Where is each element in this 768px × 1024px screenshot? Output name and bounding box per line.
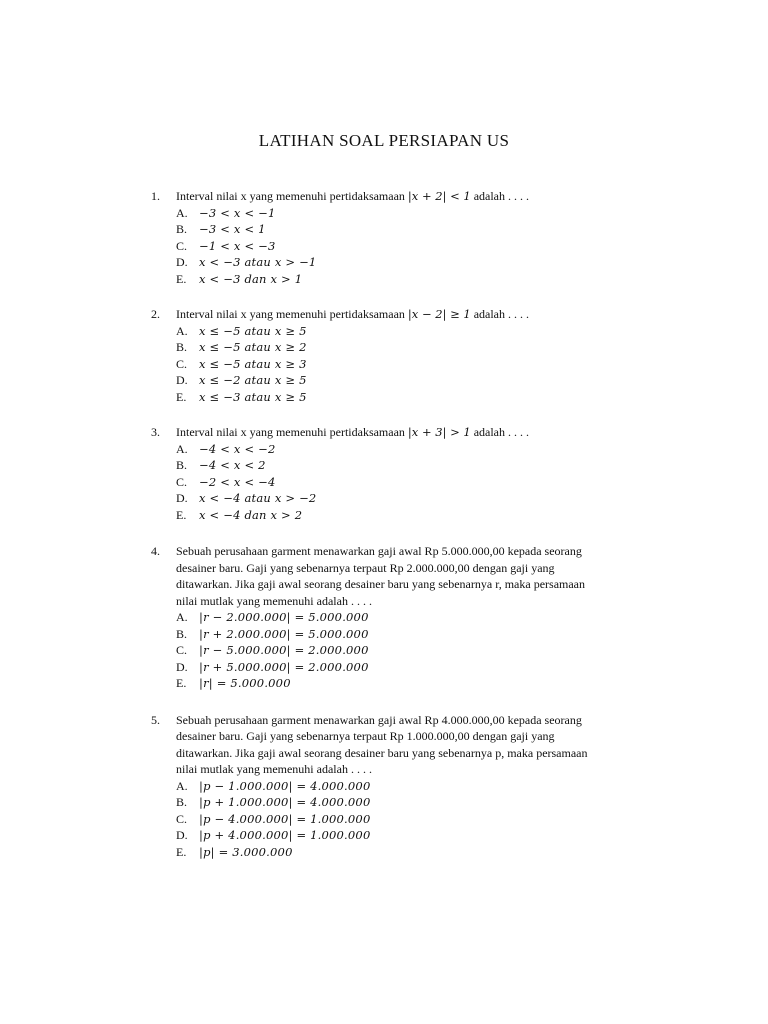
option-letter: C. [176, 474, 188, 489]
option-text: −1 < 𝑥 < −3 [199, 238, 276, 253]
option-text: 𝑥 < −4 𝑑𝑎𝑛 𝑥 > 2 [199, 507, 303, 522]
question-math: |𝑥 − 2| ≥ 1 [407, 307, 471, 321]
option-text: −4 < 𝑥 < 2 [199, 458, 266, 472]
option-e [176, 507, 641, 524]
option-b [176, 221, 641, 238]
question-text-after: adalah . . . . [470, 307, 529, 321]
option-text: −3 < 𝑥 < −1 [199, 205, 276, 220]
question-line: nilai mutlak yang memenuhi adalah . . . . [176, 593, 372, 608]
option-d [176, 827, 641, 844]
question-line: ditawarkan. Jika gaji awal seorang desainer baru yang sebenarnya r, maka persamaan [176, 577, 586, 591]
option-letter: E. [176, 389, 187, 404]
option-letter: B. [176, 795, 188, 809]
option-d [176, 372, 641, 389]
option-letter: D. [176, 255, 188, 269]
option-list [151, 609, 641, 692]
option-letter: C. [176, 811, 188, 826]
option-e [176, 844, 641, 861]
question-line: ditawarkan. Jika gaji awal seorang desainer baru yang sebenarnya p, maka persamaan [176, 745, 588, 760]
option-list [151, 778, 641, 861]
option-text: 𝑥 < −4 𝑎𝑡𝑎𝑢 𝑥 > −2 [199, 491, 317, 505]
option-a [176, 441, 641, 458]
question-line: desainer baru. Gaji yang sebenarnya terpaut Rp 1.000.000,00 dengan gaji yang [176, 729, 555, 743]
option-text: |𝑝 + 1.000.000| = 4.000.000 [199, 795, 371, 809]
option-text: |𝑟 + 2.000.000| = 5.000.000 [199, 626, 369, 641]
question-math: |𝑥 + 3| > 1 [407, 425, 471, 439]
question-text [176, 424, 636, 441]
page-title: LATIHAN SOAL PERSIAPAN US [258, 131, 510, 150]
option-letter: E. [176, 676, 187, 690]
question-line: Sebuah perusahaan garment menawarkan gaji awal Rp 4.000.000,00 kepada seorang [176, 712, 582, 727]
question-line: Sebuah perusahaan garment menawarkan gaji awal Rp 5.000.000,00 kepada seorang [176, 544, 582, 558]
option-text: |𝑝 − 4.000.000| = 1.000.000 [199, 811, 371, 826]
option-a [176, 323, 641, 340]
question-5 [151, 712, 641, 861]
option-text: 𝑥 ≤ −5 𝑎𝑡𝑎𝑢 𝑥 ≥ 5 [199, 323, 307, 338]
question-number: 5. [151, 712, 160, 727]
option-letter: A. [176, 610, 188, 624]
question-2 [151, 306, 641, 405]
option-letter: E. [176, 844, 187, 859]
option-c [176, 356, 641, 373]
option-letter: A. [176, 205, 188, 220]
question-number: 4. [151, 544, 160, 558]
question-text [176, 543, 636, 609]
option-letter: D. [176, 373, 188, 387]
option-letter: C. [176, 643, 188, 657]
question-4 [151, 543, 641, 692]
option-b [176, 794, 641, 811]
option-letter: A. [176, 778, 188, 793]
question-text [176, 306, 636, 323]
option-letter: D. [176, 659, 188, 674]
option-text: |𝑟 − 2.000.000| = 5.000.000 [199, 610, 369, 624]
option-text: |𝑝| = 3.000.000 [199, 844, 293, 859]
option-e [176, 675, 641, 692]
option-b [176, 457, 641, 474]
question-number: 1. [151, 189, 160, 203]
question-line: nilai mutlak yang memenuhi adalah . . . . [176, 762, 372, 776]
option-text: |𝑝 − 1.000.000| = 4.000.000 [199, 778, 371, 793]
option-list [151, 205, 641, 288]
option-text: |𝑟 + 5.000.000| = 2.000.000 [199, 659, 369, 674]
option-text: |𝑟 − 5.000.000| = 2.000.000 [199, 643, 369, 657]
option-letter: C. [176, 238, 188, 253]
option-a [176, 778, 641, 795]
option-list [151, 323, 641, 406]
option-b [176, 626, 641, 643]
option-text: −4 < 𝑥 < −2 [199, 441, 276, 456]
question-text-before: Interval nilai x yang memenuhi pertidaksamaan [176, 425, 408, 439]
option-text: 𝑥 ≤ −2 𝑎𝑡𝑎𝑢 𝑥 ≥ 5 [199, 373, 307, 387]
option-e [176, 271, 641, 288]
option-d [176, 490, 641, 507]
question-number: 3. [151, 425, 160, 439]
option-letter: B. [176, 458, 188, 472]
option-e [176, 389, 641, 406]
option-letter: B. [176, 626, 188, 641]
question-text-before: Interval nilai x yang memenuhi pertidaksamaan [176, 307, 408, 321]
question-text [176, 712, 636, 778]
question-3 [151, 424, 641, 523]
option-c [176, 642, 641, 659]
option-letter: C. [176, 356, 188, 371]
option-letter: E. [176, 271, 187, 286]
option-letter: B. [176, 340, 188, 354]
option-a [176, 609, 641, 626]
option-letter: B. [176, 222, 188, 236]
question-line: desainer baru. Gaji yang sebenarnya terpaut Rp 2.000.000,00 dengan gaji yang [176, 560, 555, 575]
option-text: −2 < 𝑥 < −4 [199, 474, 276, 489]
question-number: 2. [151, 307, 160, 321]
option-text: 𝑥 ≤ −3 𝑎𝑡𝑎𝑢 𝑥 ≥ 5 [199, 389, 307, 404]
option-c [176, 811, 641, 828]
option-letter: D. [176, 828, 188, 842]
option-letter: D. [176, 491, 188, 505]
option-d [176, 659, 641, 676]
question-text-after: adalah . . . . [470, 189, 529, 203]
option-d [176, 254, 641, 271]
question-1 [151, 188, 641, 287]
option-a [176, 205, 641, 222]
option-text: 𝑥 ≤ −5 𝑎𝑡𝑎𝑢 𝑥 ≥ 2 [199, 340, 307, 354]
question-list [151, 188, 641, 880]
option-letter: E. [176, 507, 187, 522]
option-letter: A. [176, 441, 188, 456]
question-text-before: Interval nilai x yang memenuhi pertidaksamaan [176, 189, 408, 203]
option-letter: A. [176, 323, 188, 338]
option-c [176, 474, 641, 491]
option-text: 𝑥 < −3 𝑑𝑎𝑛 𝑥 > 1 [199, 271, 303, 286]
option-b [176, 339, 641, 356]
option-text: |𝑝 + 4.000.000| = 1.000.000 [199, 828, 371, 842]
option-list [151, 441, 641, 524]
option-text: 𝑥 < −3 𝑎𝑡𝑎𝑢 𝑥 > −1 [199, 255, 317, 269]
option-text: |𝑟| = 5.000.000 [199, 676, 291, 690]
question-text [176, 188, 636, 205]
option-text: 𝑥 ≤ −5 𝑎𝑡𝑎𝑢 𝑥 ≥ 3 [199, 356, 307, 371]
option-c [176, 238, 641, 255]
option-text: −3 < 𝑥 < 1 [199, 222, 266, 236]
question-text-after: adalah . . . . [470, 425, 529, 439]
question-math: |𝑥 + 2| < 1 [407, 189, 471, 203]
